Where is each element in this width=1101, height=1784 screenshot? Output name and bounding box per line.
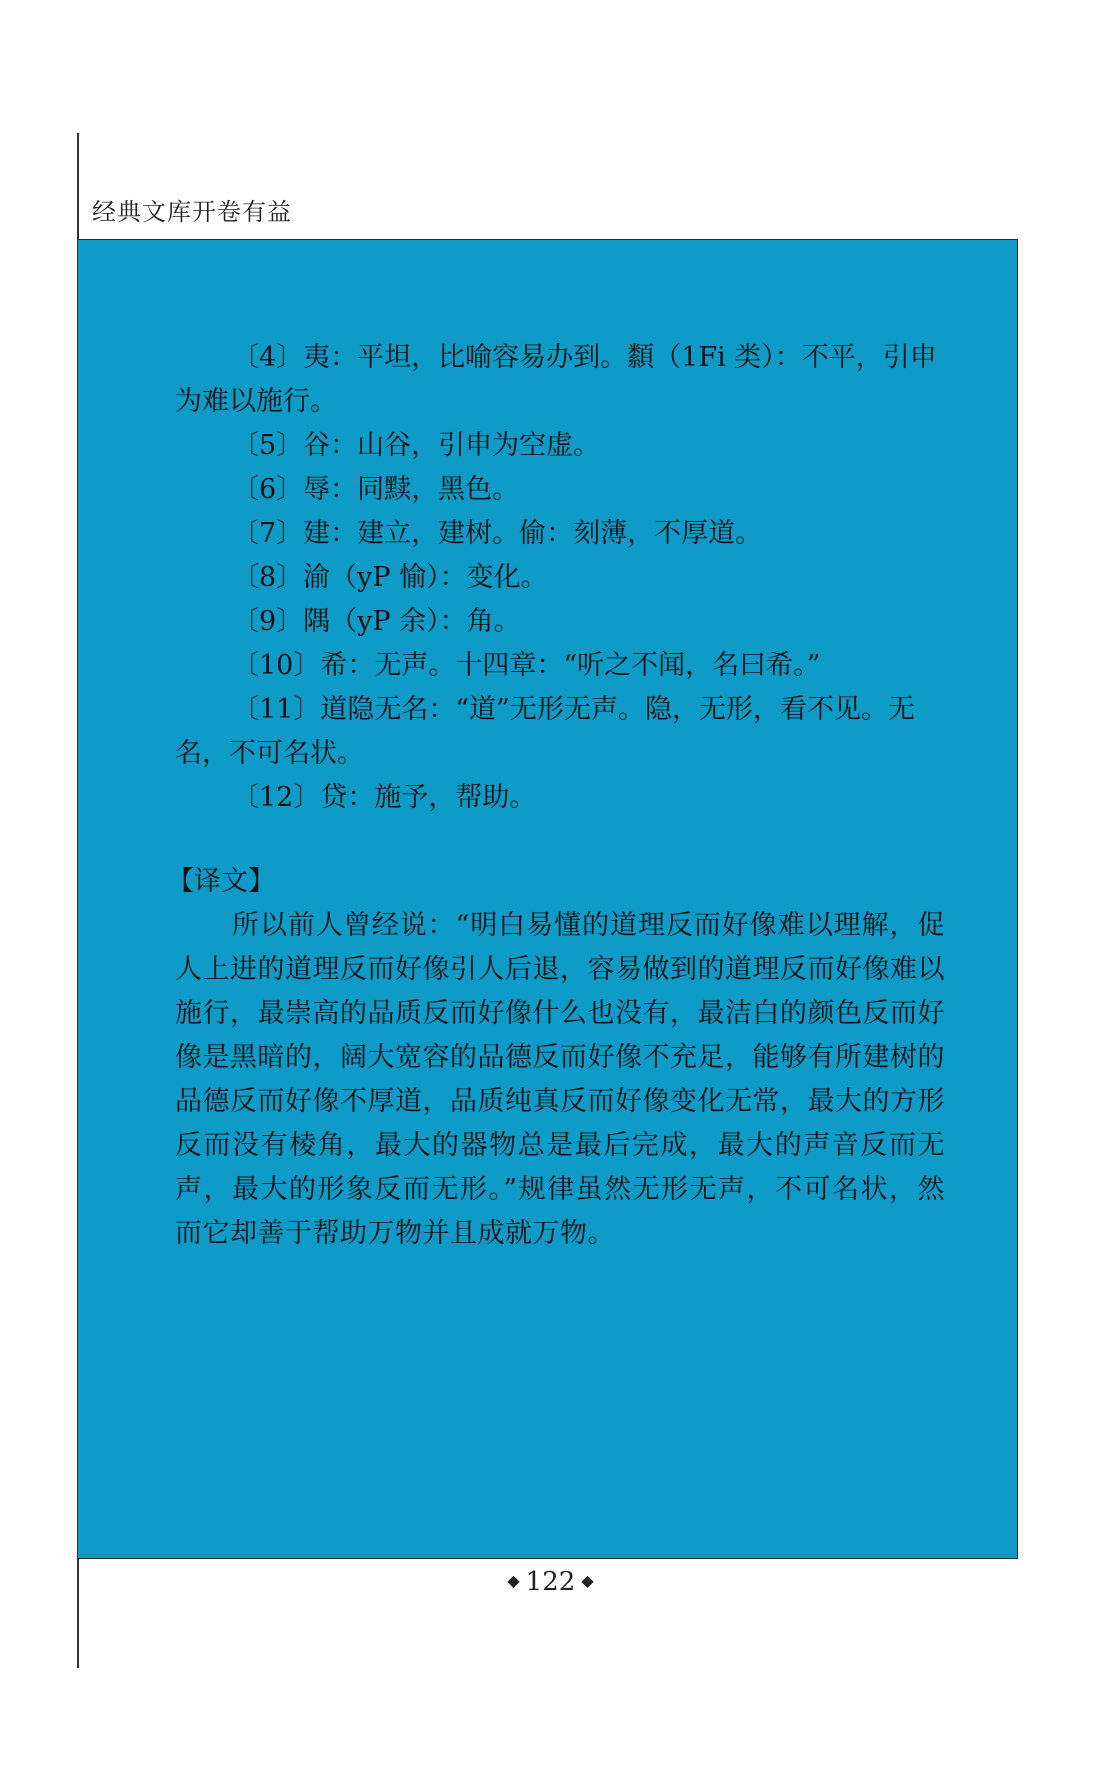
note-5: 〔5〕谷：山谷，引申为空虚。 [232,430,601,461]
note-8: 〔8〕渝（yP 愉）：变化。 [232,562,548,593]
translation-heading: 【译文】 [167,866,275,897]
running-header: 经典文库开卷有益 [92,198,292,226]
note-11-line1: 〔11〕道隐无名：“道”无形无声。隐，无形，看不见。无 [232,694,915,725]
note-9: 〔9〕隅（yP 余）：角。 [232,606,521,637]
note-7: 〔7〕建：建立，建树。偷：刻薄，不厚道。 [232,518,763,549]
content-panel [77,239,1018,1559]
note-11-line2: 名，不可名状。 [175,738,364,769]
diamond-left-icon: ◆ [507,1571,520,1590]
content-body [167,336,945,1256]
note-4-line2: 为难以施行。 [175,386,337,417]
note-4-line1: 〔4〕夷：平坦，比喻容易办到。纇（1Fi 类）：不平，引申 [232,342,937,373]
page-number: 122 [525,1567,576,1597]
note-12: 〔12〕贷：施予，帮助。 [232,782,537,813]
diamond-right-icon: ◆ [581,1571,594,1590]
note-10: 〔10〕希：无声。十四章：“听之不闻，名曰希。” [232,650,821,681]
note-6: 〔6〕辱：同黩，黑色。 [232,474,520,505]
page-footer [0,1567,1101,1597]
translation-paragraph: 所以前人曾经说：“明白易懂的道理反而好像难以理解，促人上进的道理反而好像引人后退，容易做到的道理反而好像难以施行，最崇高的品质反而好像什么也没有，最洁白的颜色反而好像是黑暗的，阔大宽容的品德反而好像不充足，能够有所建树的品德反而好像不厚道，品质纯真反而好像变化无常，最大的方形反而没有棱角，最大的器物总是最后完成，最大的声音反而无声，最大的形象反而无形。”规律虽然无形无声，不可名状，然而它却善于帮助万物并且成就万物。 [175,910,945,1249]
